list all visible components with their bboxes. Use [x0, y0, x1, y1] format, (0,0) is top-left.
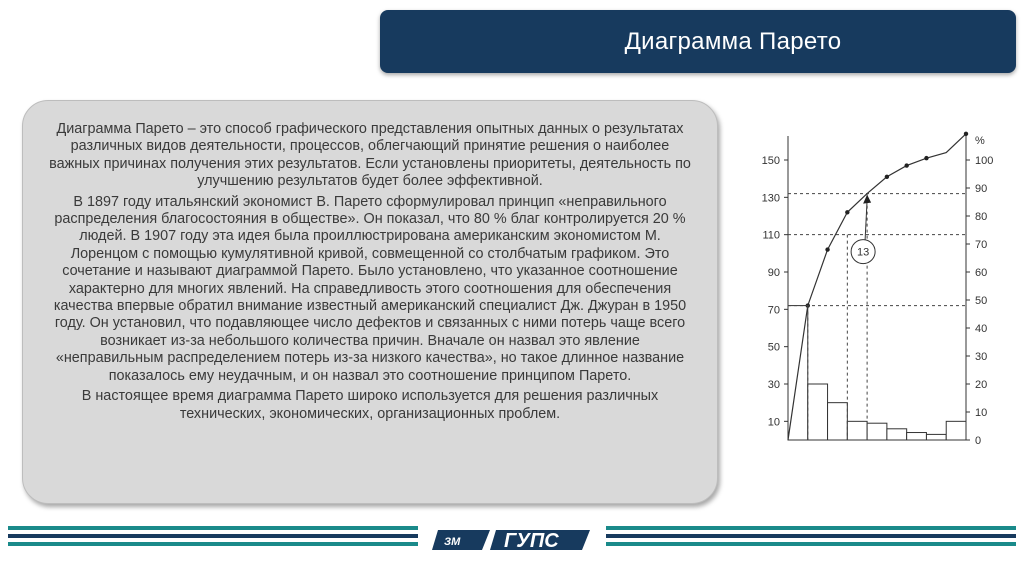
text-panel — [22, 100, 718, 504]
left-tick-label: 150 — [761, 155, 780, 167]
left-tick-label: 30 — [767, 379, 780, 391]
left-tick-label: 130 — [761, 192, 780, 205]
pareto-chart — [758, 130, 1008, 448]
bar — [946, 421, 966, 440]
gups-logo — [430, 524, 594, 554]
right-tick-label: 30 — [975, 351, 988, 363]
paragraph-history: В 1897 году итальянский экономист В. Парето сформулировал принцип «неправильного распределения благосостояния в обществе». Он показал, что 80 % благ контролируется 20 % людей. В 1907 году эта идея была проиллюстрирована американским экономистом М. Лоренцом с помощью кумулятивной кривой, совмещенной со столбчатым графиком. Это сочетание и называют диаграммой Парето. Было установлено, что указанное соотношение характерно для многих явлений. На справедливость этого соотношения для обеспечения качества впервые обратил внимание известный американский специалист Дж. Джуран в 1950 году. Он установил, что подавляющее число дефектов и связанных с ними потерь чаще всего возникает из-за небольшого количества причин. Вначале он назвал это явление «неправильным распределением потерь из-за низкого качества», но такое длинное название показалось ему неудачным, и он назвал это соотношение принципом Парето. — [53, 193, 687, 384]
paragraph-definition: Диаграмма Парето – это способ графического представления опытных данных о результатах различных видов деятельности, процессов, облегчающий принятие решения о наиболее важных причинах получения этих результатов. Если установлены приоритеты, деятельность по улучшению результатов будет более эффективной. — [49, 121, 691, 190]
title-bar — [380, 10, 1016, 73]
right-unit-label: % — [975, 135, 985, 147]
left-tick-label: 50 — [767, 341, 780, 354]
curve-point — [825, 247, 829, 251]
bar — [847, 421, 867, 440]
left-tick-label: 70 — [767, 304, 780, 317]
right-tick-label: 70 — [975, 239, 988, 251]
right-tick-label: 50 — [975, 295, 988, 307]
slide-title: Диаграмма Парето — [624, 27, 842, 55]
right-tick-label: 0 — [975, 435, 982, 447]
annotation-label: 13 — [856, 246, 870, 259]
logo-text: ГУПС — [504, 530, 559, 552]
curve-point — [845, 210, 849, 214]
logo-mark: ЗМ — [444, 536, 461, 548]
right-tick-label: 20 — [975, 379, 988, 391]
paragraph-usage: В настоящее время диаграмма Парето широко используется для решения различных технических, экономических, организационных проблем. — [81, 388, 659, 422]
curve-point — [885, 175, 889, 179]
bar — [907, 433, 927, 440]
bar — [828, 403, 848, 440]
curve-point — [924, 156, 928, 160]
left-tick-label: 10 — [767, 416, 780, 429]
bar — [926, 434, 946, 440]
curve-point — [904, 163, 908, 167]
bar — [887, 429, 907, 440]
right-tick-label: 40 — [975, 323, 988, 335]
left-tick-label: 90 — [767, 267, 780, 279]
right-tick-label: 80 — [975, 211, 988, 223]
curve-point — [964, 132, 968, 136]
right-tick-label: 60 — [975, 267, 988, 279]
bar — [867, 423, 887, 440]
bar — [808, 384, 828, 440]
right-tick-label: 10 — [975, 407, 988, 419]
right-tick-label: 100 — [975, 155, 994, 167]
left-tick-label: 110 — [762, 229, 780, 242]
right-tick-label: 90 — [975, 183, 988, 195]
